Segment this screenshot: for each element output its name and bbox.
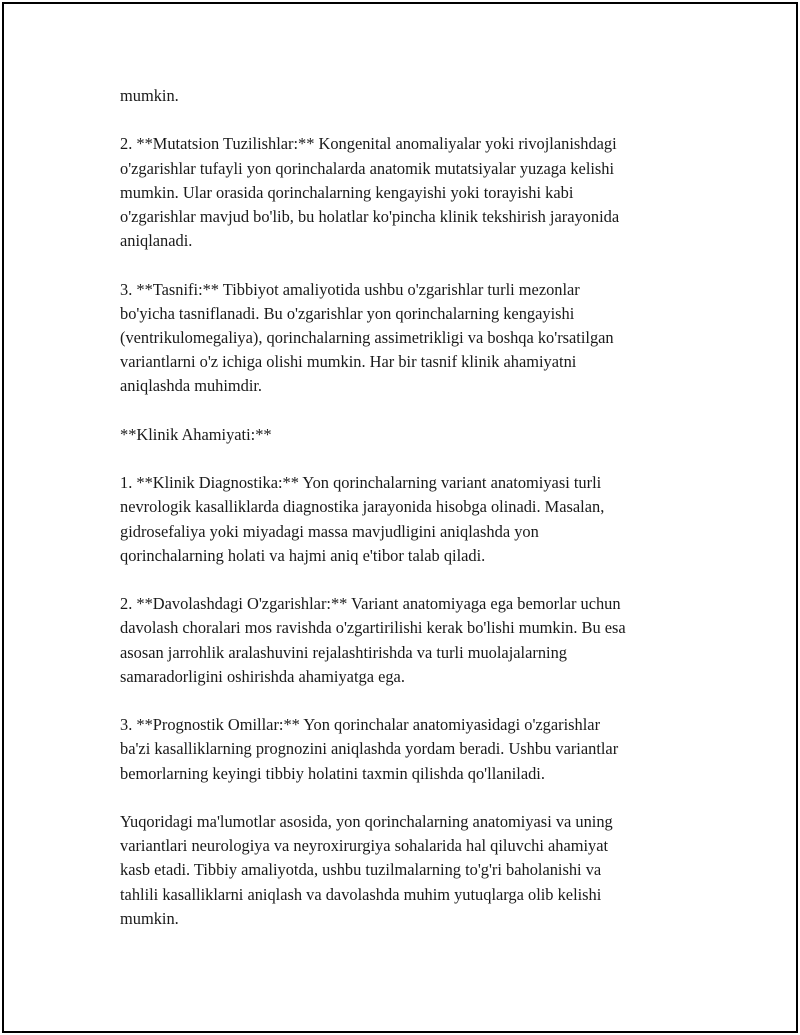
document-body xyxy=(120,84,700,955)
paragraph-mutatsion-tuzilishlar: 2. **Mutatsion Tuzilishlar:** Kongenital anomaliyalar yoki rivojlanishdagi o'zgarishlar tufayli yon qorinchalarda anatomik mutatsiyalar yuzaga kelishi mumkin. Ular orasida qorinchalarning kengayishi yoki torayishi kabi o'zgarishlar mavjud bo'lib, bu holatlar ko'pincha klinik tekshirish jarayonida aniqlanadi. xyxy=(120,134,620,251)
paragraph-prognostik-omillar: 3. **Prognostik Omillar:** Yon qorinchalar anatomiyasidagi o'zgarishlar ba'zi kasalliklarning prognozini aniqlashda yordam beradi. Ushbu variantlar bemorlarning keyingi tibbiy holatini taxmin qilishda qo'llaniladi. xyxy=(120,715,619,783)
document-page xyxy=(2,2,798,1033)
paragraph-klinik-diagnostika: 1. **Klinik Diagnostika:** Yon qorinchalarning variant anatomiyasi turli nevrologik kasalliklarda diagnostika jarayonida hisobga olinadi. Masalan, gidrosefaliya yoki miyadagi massa mavjudligini aniqlashda yon qorinchalarning holati va hajmi aniq e'tibor talab qiladi. xyxy=(120,473,605,565)
paragraph-conclusion: Yuqoridagi ma'lumotlar asosida, yon qorinchalarning anatomiyasi va uning variantlari neurologiya va neyroxirurgiya sohalarida hal qiluvchi ahamiyat kasb etadi. Tibbiy amaliyotda, ushbu tuzilmalarning to'g'ri baholanishi va tahlili kasalliklarni aniqlash va davolashda muhim yutuqlarga olib kelishi mumkin. xyxy=(120,811,613,928)
section-heading-klinik-ahamiyati: **Klinik Ahamiyati:** xyxy=(120,424,272,444)
paragraph-davolashdagi-ozgarishlar: 2. **Davolashdagi O'zgarishlar:** Variant anatomiyaga ega bemorlar uchun davolash choralari mos ravishda o'zgartirilishi kerak bo'lishi mumkin. Bu esa asosan jarrohlik aralashuvini rejalashtirishda va turli muolajalarning samaradorligini oshirishda ahamiyatga ega. xyxy=(120,594,626,686)
paragraph-continuation: mumkin. xyxy=(120,86,179,105)
paragraph-tasnifi: 3. **Tasnifi:** Tibbiyot amaliyotida ushbu o'zgarishlar turli mezonlar bo'yicha tasniflanadi. Bu o'zgarishlar yon qorinchalarning kengayishi (ventrikulomegaliya), qorinchalarning assimetrikligi va boshqa ko'rsatilgan variantlarni o'z ichiga olishi mumkin. Har bir tasnif klinik ahamiyatni aniqlashda muhimdir. xyxy=(120,279,614,396)
